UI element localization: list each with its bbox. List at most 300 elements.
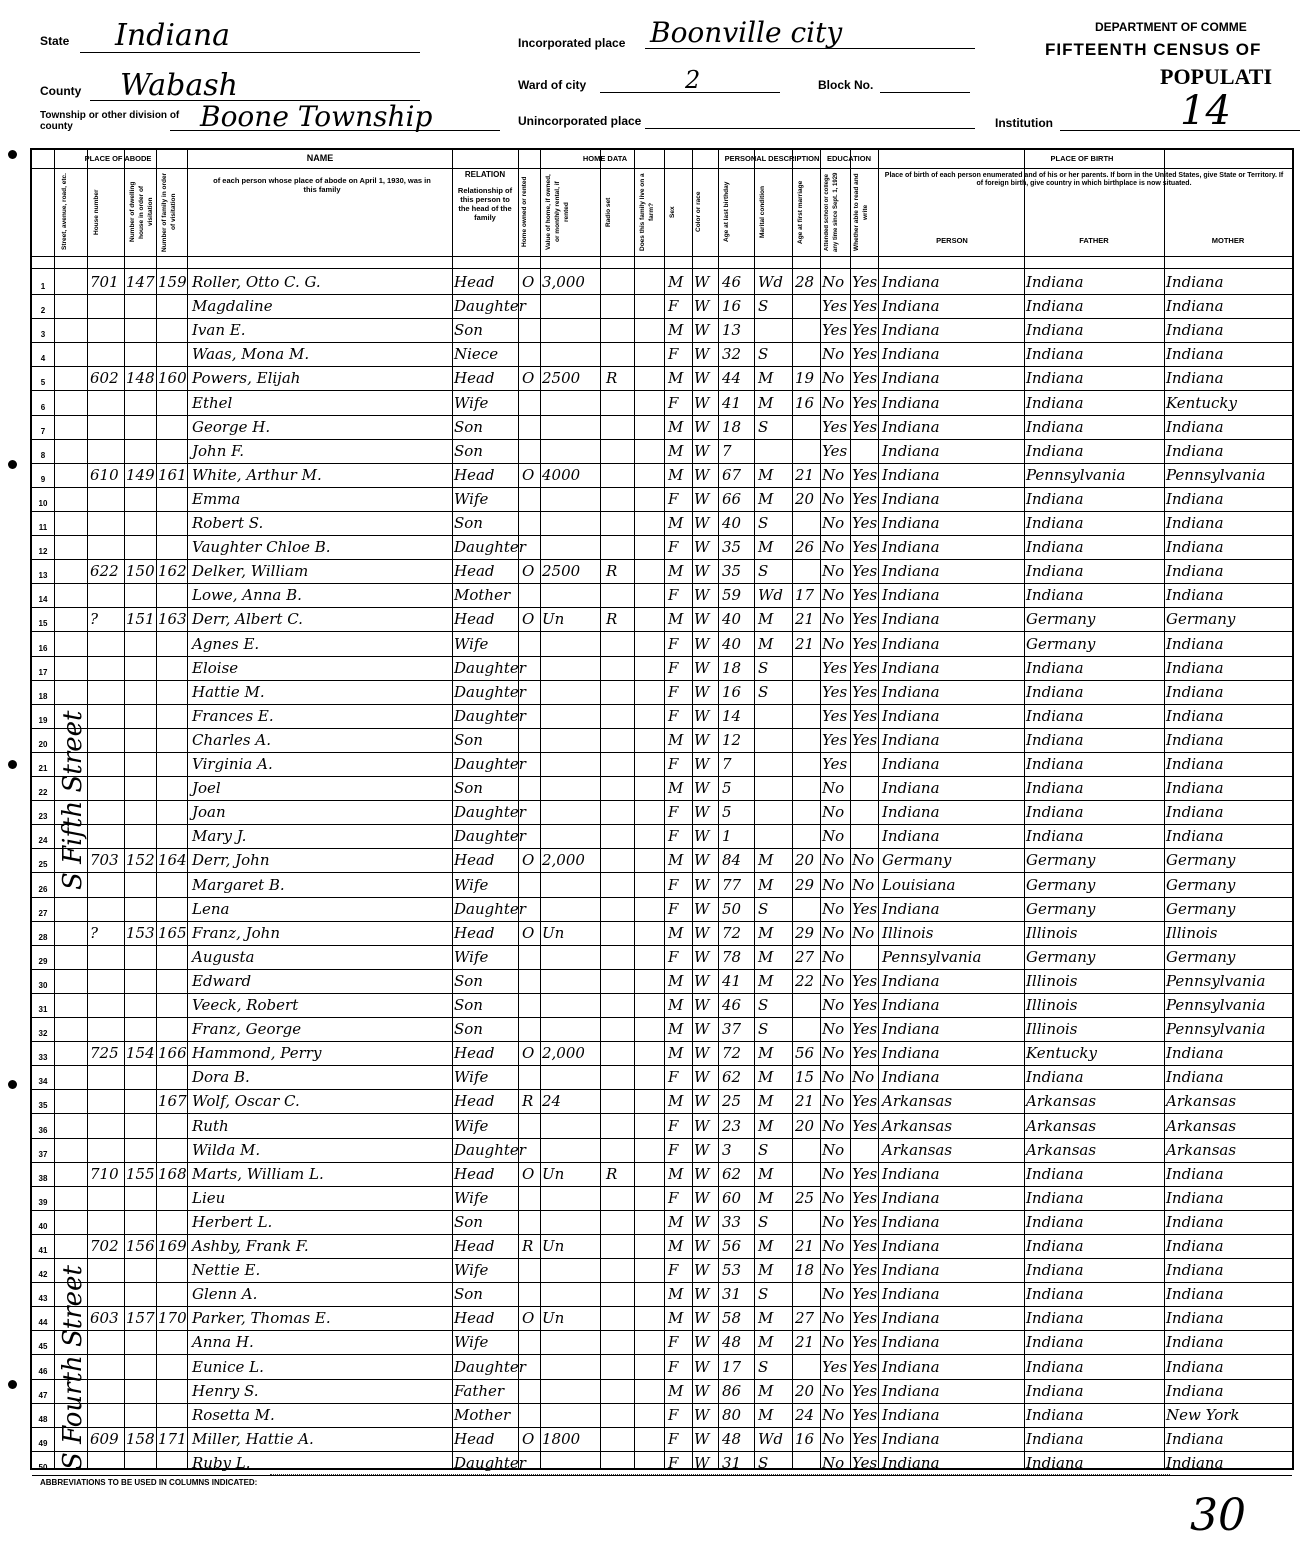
race: W [694,562,710,581]
row-number: 5 [40,378,46,388]
col-age-married: Age at first marriage [797,180,804,244]
father-birthplace: Indiana [1026,1285,1084,1304]
marital-status: Wd [758,273,784,291]
person-birthplace: Indiana [882,1285,940,1304]
read-write: Yes [852,1405,878,1424]
read-write: Yes [852,658,878,677]
person-name: Virginia A. [192,755,273,773]
age-at-marriage: 25 [795,1188,815,1207]
incorporated-label: Incorporated place [518,36,626,50]
age: 18 [722,417,742,436]
read-write: Yes [852,1092,878,1111]
read-write: Yes [852,1429,878,1448]
table-row [32,1162,1292,1187]
read-write: Yes [852,899,878,918]
row-number: 21 [38,764,48,773]
age: 7 [722,755,732,773]
sex: F [668,875,679,894]
family-number: 161 [158,465,187,484]
mother-birthplace: Indiana [1166,1285,1224,1304]
person-birthplace: Indiana [882,1020,940,1039]
row-number: 33 [38,1053,48,1063]
relation: Son [454,441,483,460]
row-number: 32 [38,1029,48,1039]
row-number: 41 [38,1246,48,1255]
age: 16 [722,297,742,316]
father-birthplace: Indiana [1026,369,1084,388]
sex: M [668,441,684,460]
street-name-fifth: S Fifth Street [58,710,88,890]
home-owned: O [522,273,535,291]
father-birthplace: Indiana [1026,1237,1084,1255]
relation: Daughter [454,1140,526,1159]
home-value: 2,000 [542,851,585,870]
mother-birthplace: Pennsylvania [1166,996,1266,1014]
person-birthplace: Indiana [882,586,940,605]
mother-birthplace: Indiana [1166,1381,1224,1400]
page-mark: 30 [1190,1490,1246,1541]
table-row [32,1186,1292,1211]
person-name: Derr, John [192,851,270,870]
dwelling-number: 148 [126,369,155,388]
race: W [694,779,710,798]
race: W [694,1309,710,1328]
age: 62 [722,1164,742,1183]
row-number: 35 [38,1101,48,1111]
school-attended: No [822,538,845,557]
person-name: Robert S. [192,514,264,532]
person-birthplace: Indiana [882,538,940,557]
age: 23 [722,1116,742,1135]
age-at-marriage: 17 [795,586,815,605]
home-owned: O [522,610,535,629]
col-place-of-birth: PLACE OF BIRTH [1050,154,1114,163]
sex: M [668,1381,684,1400]
person-birthplace: Indiana [882,321,940,340]
school-attended: No [822,1020,845,1039]
block-underline [880,92,970,93]
age: 31 [722,1285,742,1304]
person-name: George H. [192,417,271,436]
father-birthplace: Indiana [1026,1188,1084,1207]
home-value: 2500 [542,369,581,388]
race: W [694,923,710,942]
col-farm: Does this family live on a farm? [639,173,655,251]
age-at-marriage: 22 [795,971,815,990]
mother-birthplace: Pennsylvania [1166,971,1266,990]
person-name: Augusta [192,947,255,966]
house-number: 610 [90,465,119,484]
school-attended: Yes [822,321,848,340]
col-race: Color or race [695,191,702,233]
relation: Son [454,321,483,340]
school-attended: No [822,1285,845,1304]
punch-hole [8,1080,17,1089]
table-row [32,1306,1292,1331]
unincorporated-label: Unincorporated place [518,114,642,128]
table-row [32,945,1292,970]
father-birthplace: Illinois [1026,971,1078,990]
age: 5 [722,779,732,798]
family-number: 159 [158,273,187,291]
ward-label: Ward of city [518,78,587,92]
age: 86 [722,1381,742,1400]
person-name: Eloise [192,658,239,677]
person-name: Franz, John [192,923,280,942]
department-title: DEPARTMENT OF COMME [1095,20,1247,34]
col-relation: RELATION [464,170,506,179]
row-number: 50 [38,1462,48,1472]
sex: F [668,345,679,364]
house-number: 702 [90,1237,119,1255]
marital-status: M [758,369,774,388]
person-name: Charles A. [192,730,271,749]
col-person: PERSON [936,236,968,245]
relation: Wife [454,1188,489,1207]
age: 84 [722,851,742,870]
marital-status: S [758,996,769,1014]
person-name: Rosetta M. [192,1405,275,1424]
father-birthplace: Indiana [1026,755,1084,773]
school-attended: No [822,610,845,629]
sex: M [668,1309,684,1328]
race: W [694,827,710,846]
table-row [32,824,1292,849]
read-write: Yes [852,996,878,1014]
father-birthplace: Indiana [1026,706,1084,725]
race: W [694,803,710,822]
table-row [32,607,1292,632]
relation: Head [454,465,495,484]
row-number: 28 [38,932,48,942]
family-number: 171 [158,1429,187,1448]
house-number: ? [90,923,99,942]
father-birthplace: Indiana [1026,297,1084,316]
read-write: Yes [852,393,878,412]
father-birthplace: Indiana [1026,1212,1084,1231]
sex: F [668,538,679,557]
person-birthplace: Indiana [882,345,940,364]
col-name-sub: of each person whose place of abode on April 1, 1930, was in this family [213,176,431,194]
mother-birthplace: Indiana [1166,1357,1224,1376]
father-birthplace: Indiana [1026,441,1084,460]
person-birthplace: Indiana [882,441,940,460]
father-birthplace: Indiana [1026,658,1084,677]
county-label: County [40,84,82,98]
person-name: Veeck, Robert [192,996,299,1014]
person-birthplace: Indiana [882,417,940,436]
age-at-marriage: 15 [795,1068,815,1087]
table-row [32,1234,1292,1259]
marital-status: S [758,1453,769,1472]
read-write: Yes [852,1020,878,1039]
dwelling-number: 157 [126,1309,155,1328]
read-write: No [852,1068,875,1087]
person-birthplace: Indiana [882,1044,940,1063]
age: 7 [722,441,732,460]
sex: F [668,1405,679,1424]
relation: Wife [454,1068,489,1087]
county-value: Wabash [120,68,238,103]
father-birthplace: Indiana [1026,1381,1084,1400]
dwelling-number: 156 [126,1237,155,1255]
home-owned: O [522,1309,535,1328]
table-row [32,1379,1292,1404]
home-value: Un [542,1164,565,1183]
father-birthplace: Germany [1026,875,1096,894]
marital-status: M [758,393,774,412]
person-birthplace: Indiana [882,1333,940,1352]
race: W [694,971,710,990]
table-row [32,1089,1292,1114]
table-row [32,342,1292,367]
marital-status: M [758,1381,774,1400]
marital-status: M [758,1188,774,1207]
mother-birthplace: Indiana [1166,1309,1224,1328]
row-number: 49 [38,1438,48,1448]
house-number: 703 [90,851,119,870]
sex: M [668,730,684,749]
mother-birthplace: Indiana [1166,1164,1224,1183]
mother-birthplace: Indiana [1166,297,1224,316]
school-attended: No [822,562,845,581]
row-number: 29 [38,956,48,966]
relation: Daughter [454,658,526,677]
school-attended: Yes [822,682,848,701]
race: W [694,899,710,918]
marital-status: M [758,634,774,653]
school-attended: No [822,779,845,798]
race: W [694,538,710,557]
person-name: Joel [192,779,221,798]
person-name: John F. [192,441,244,460]
col-home-data: HOME DATA [582,154,628,163]
school-attended: No [822,1164,845,1183]
age-at-marriage: 21 [795,1237,815,1255]
relation: Wife [454,634,489,653]
sex: M [668,514,684,532]
incorporated-value: Boonville city [650,16,843,49]
marital-status: S [758,562,769,581]
sex: M [668,1092,684,1111]
person-name: Ruby L. [192,1453,251,1472]
row-number: 42 [38,1270,48,1280]
marital-status: S [758,899,769,918]
school-attended: Yes [822,417,848,436]
person-birthplace: Illinois [882,923,934,942]
father-birthplace: Indiana [1026,514,1084,532]
family-number: 165 [158,923,187,942]
row-number: 12 [38,547,48,557]
person-name: Lieu [192,1188,226,1207]
table-row [32,391,1292,416]
person-name: Mary J. [192,827,247,846]
age: 72 [722,1044,742,1063]
person-name: Wilda M. [192,1140,261,1159]
mother-birthplace: Indiana [1166,682,1224,701]
relation: Head [454,1429,495,1448]
relation: Daughter [454,827,526,846]
father-birthplace: Arkansas [1026,1092,1097,1111]
sex: F [668,682,679,701]
age: 40 [722,610,742,629]
population-title: POPULATI [1160,64,1273,89]
house-number: 602 [90,369,119,388]
school-attended: No [822,1309,845,1328]
person-name: Agnes E. [192,634,260,653]
marital-status: S [758,417,769,436]
col-radio: Radio set [605,197,612,227]
father-birthplace: Indiana [1026,417,1084,436]
father-birthplace: Indiana [1026,1405,1084,1424]
relation: Niece [454,345,499,364]
person-birthplace: Indiana [882,489,940,508]
race: W [694,682,710,701]
home-value: Un [542,610,565,629]
table-row [32,1210,1292,1235]
table-row [32,439,1292,464]
age: 78 [722,947,742,966]
relation: Head [454,273,495,291]
person-birthplace: Indiana [882,1381,940,1400]
age-at-marriage: 56 [795,1044,815,1063]
read-write: No [852,875,875,894]
row-number: 39 [38,1197,48,1207]
race: W [694,755,710,773]
row-number: 48 [38,1414,48,1424]
read-write: Yes [852,1309,878,1328]
age: 62 [722,1068,742,1087]
school-attended: No [822,1237,845,1255]
row-number: 24 [38,836,48,846]
school-attended: No [822,1453,845,1472]
table-row [32,632,1292,657]
father-birthplace: Illinois [1026,923,1078,942]
punch-hole [8,460,17,469]
person-name: Margaret B. [192,875,285,894]
read-write: Yes [852,730,878,749]
table-row [32,1114,1292,1139]
table-row [32,1258,1292,1283]
mother-birthplace: Pennsylvania [1166,1020,1266,1039]
age: 41 [722,393,742,412]
relation: Son [454,996,483,1014]
relation: Son [454,779,483,798]
age: 40 [722,514,742,532]
school-attended: No [822,1429,845,1448]
person-name: Anna H. [192,1333,254,1352]
father-birthplace: Indiana [1026,1429,1084,1448]
race: W [694,514,710,532]
mother-birthplace: Indiana [1166,755,1224,773]
dwelling-number: 155 [126,1164,155,1183]
person-birthplace: Germany [882,851,952,870]
sex: F [668,1188,679,1207]
table-row [32,800,1292,825]
mother-birthplace: Indiana [1166,417,1224,436]
person-birthplace: Indiana [882,369,940,388]
mother-birthplace: Germany [1166,851,1236,870]
person-name: Vaughter Chloe B. [192,538,331,557]
person-birthplace: Indiana [882,634,940,653]
mother-birthplace: Indiana [1166,1453,1224,1472]
person-birthplace: Indiana [882,971,940,990]
table-row [32,270,1292,295]
relation: Son [454,1020,483,1039]
table-row [32,463,1292,488]
census-title: FIFTEENTH CENSUS OF [1045,40,1262,59]
mother-birthplace: Indiana [1166,538,1224,557]
race: W [694,1429,710,1448]
mother-birthplace: Indiana [1166,1068,1224,1087]
table-row [32,656,1292,681]
read-write: Yes [852,1333,878,1352]
race: W [694,1068,710,1087]
row-number: 36 [38,1125,48,1135]
age: 48 [722,1333,742,1352]
mother-birthplace: Indiana [1166,345,1224,364]
abbreviations-title: ABBREVIATIONS TO BE USED IN COLUMNS INDICATED: [40,1478,258,1487]
relation: Head [454,923,495,942]
relation: Son [454,971,483,990]
home-owned: O [522,1164,535,1183]
sex: F [668,1068,679,1087]
person-name: White, Arthur M. [192,465,322,484]
school-attended: No [822,1261,845,1280]
race: W [694,1140,710,1159]
marital-status: S [758,1020,769,1039]
home-owned: R [522,1237,534,1255]
marital-status: S [758,658,769,677]
father-birthplace: Arkansas [1026,1140,1097,1159]
father-birthplace: Illinois [1026,996,1078,1014]
relation: Wife [454,1116,489,1135]
person-name: Powers, Elijah [192,369,301,388]
age: 14 [722,706,742,725]
mother-birthplace: Indiana [1166,441,1224,460]
col-name: NAME [306,153,334,163]
person-birthplace: Indiana [882,1164,940,1183]
race: W [694,586,710,605]
race: W [694,417,710,436]
row-number: 13 [38,571,48,581]
relation: Daughter [454,682,526,701]
read-write: Yes [852,634,878,653]
read-write: Yes [852,586,878,605]
school-attended: No [822,1381,845,1400]
col-sex: Sex [669,206,676,218]
school-attended: Yes [822,1357,848,1376]
row-number: 45 [38,1342,48,1352]
sex: F [668,586,679,605]
mother-birthplace: Indiana [1166,1212,1224,1231]
census-footer [30,1470,1290,1550]
person-birthplace: Indiana [882,562,940,581]
table-row [32,1017,1292,1042]
age: 1 [722,827,732,846]
race: W [694,1092,710,1111]
relation: Head [454,1237,495,1255]
sex: M [668,562,684,581]
person-name: Parker, Thomas E. [192,1309,331,1328]
marital-status: M [758,1068,774,1087]
home-value: 3,000 [542,273,585,291]
col-home-owned: Home owned or rented [521,176,528,248]
person-name: Ruth [192,1116,229,1135]
school-attended: Yes [822,658,848,677]
home-owned: O [522,1044,535,1063]
marital-status: M [758,1405,774,1424]
